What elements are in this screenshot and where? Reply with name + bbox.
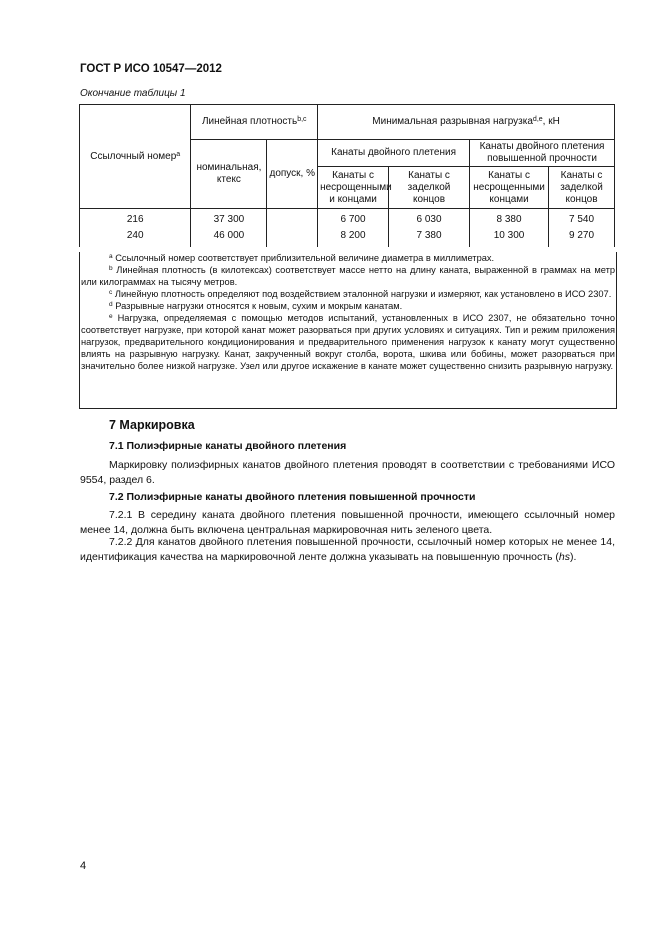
cell-double-unspliced: 6 700	[318, 209, 389, 229]
paragraph-7-1: Маркировку полиэфирных канатов двойного плетения проводят в соответствии с требованиями ИСО 9554, раздел 6.	[80, 459, 615, 486]
header-min-breaking-load: Минимальная разрывная нагрузка$^{d,e}$, кН	[318, 105, 615, 140]
table-footnotes	[79, 252, 617, 409]
cell-ref: 240	[80, 228, 191, 247]
cell-high-unspliced: 8 380	[470, 209, 549, 229]
cell-tolerance	[267, 228, 318, 247]
cell-double-spliced: 6 030	[389, 209, 470, 229]
rope-table	[79, 104, 615, 247]
cell-high-spliced: 9 270	[549, 228, 615, 247]
section-7-2-title: 7.2 Полиэфирные канаты двойного плетения повышенной прочности	[109, 491, 476, 503]
table-caption: Окончание таблицы 1	[80, 88, 186, 99]
paragraph-7-2-2: 7.2.2 Для канатов двойного плетения повышенной прочности, ссылочный номер которых не менее 14, идентификация качества на маркировочной ленте должна указывать на повышенную прочность (hs).	[80, 536, 615, 563]
table-row	[80, 209, 615, 229]
section-7-2-2-text	[80, 535, 615, 565]
cell-double-spliced: 7 380	[389, 228, 470, 247]
cell-tolerance	[267, 209, 318, 229]
section-7-1-text	[80, 458, 615, 488]
footnote-c: $^c$ Линейную плотность определяют под воздействием эталонной нагрузки и измеряют, как установлено в ИСО 2307.	[109, 289, 612, 299]
table-row	[80, 228, 615, 247]
header-double-braid: Канаты двойного плетения	[318, 140, 470, 167]
cell-nominal: 46 000	[191, 228, 267, 247]
header-linear-density: Линейная плотность$^{b,c}$	[191, 105, 318, 140]
page-number: 4	[80, 860, 87, 872]
header-unspliced-ends: Канаты с несрощенными концами	[470, 167, 549, 209]
header-unspliced: Канаты с несрощенными и концами	[318, 167, 389, 209]
header-tolerance: допуск, %	[267, 140, 318, 209]
footnote-b: $^b$ Линейная плотность (в килотексах) соответствует массе нетто на длину каната, выраженной в граммах на метр или килограммах на тысячу метров.	[81, 265, 615, 287]
footnote-e: $^e$ Нагрузка, определяемая с помощью методов испытаний, установленных в ИСО 2307, не обязательно точно соответствует нагрузке, при которой канат может разорваться при других условиях и ситуациях. Тип и режим приложения нагрузок, предварительного кондиционирования и предварительного применения нагрузок к канату могут существенно влиять на разрывную нагрузку. Канат, закрученный вокруг столба, ворота, шкива или бобины, может разорваться при значительно более низкой нагрузке. Узел или другое искажение в канате может существенно снизить разрывную нагрузку.	[81, 313, 615, 371]
cell-high-spliced: 7 540	[549, 209, 615, 229]
section-7-title: 7 Маркировка	[109, 418, 195, 432]
paragraph-7-2-1: 7.2.1 В середину каната двойного плетения повышенной прочности, имеющего ссылочный номер менее 14, должна быть включена центральная маркировочная нить зеленого цвета.	[80, 509, 615, 536]
header-reference-number: Ссылочный номер$^a$	[80, 105, 191, 209]
section-7-2-1-text	[80, 508, 615, 538]
header-nominal: номинальная, ктекс	[191, 140, 267, 209]
cell-ref: 216	[80, 209, 191, 229]
footnote-a: $^a$ Ссылочный номер соответствует приблизительной величине диаметра в миллиметрах.	[109, 253, 495, 263]
header-spliced-ends: Канаты с заделкой концов	[389, 167, 470, 209]
footnote-d: $^d$ Разрывные нагрузки относятся к новым, сухим и мокрым канатам.	[109, 301, 403, 311]
header-high-strength: Канаты двойного плетения повышенной прочности	[470, 140, 615, 167]
section-7-1-title: 7.1 Полиэфирные канаты двойного плетения	[109, 440, 347, 452]
header-spliced: Канаты с заделкой концов	[549, 167, 615, 209]
cell-double-unspliced: 8 200	[318, 228, 389, 247]
cell-high-unspliced: 10 300	[470, 228, 549, 247]
cell-nominal: 37 300	[191, 209, 267, 229]
document-header: ГОСТ Р ИСО 10547—2012	[80, 63, 222, 75]
